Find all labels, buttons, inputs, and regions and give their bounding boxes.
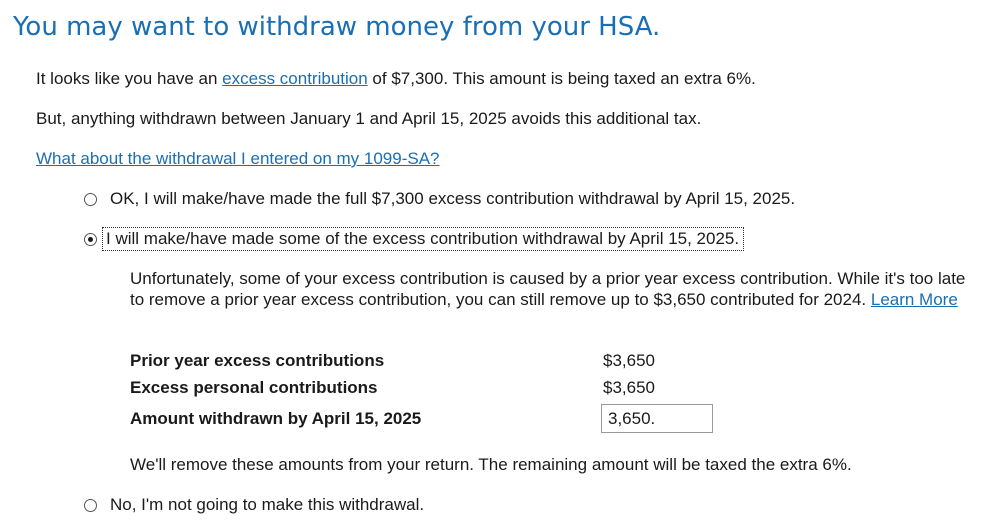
intro-prefix: It looks like you have an: [36, 69, 223, 88]
intro-text: [36, 69, 756, 89]
option-partial-withdrawal-label[interactable]: I will make/have made some of the excess contribution withdrawal by April 15, 2025.: [104, 229, 742, 249]
prior-year-excess-value: $3,650: [603, 351, 655, 370]
detail-text: Unfortunately, some of your excess contribution is caused by a prior year excess contribution. While it's too late to remove a prior year excess contribution, you can still remove up to $3,650 contributed for 2024.: [130, 269, 966, 309]
learn-more-link[interactable]: Learn More: [870, 290, 958, 309]
tax-notice: But, anything withdrawn between January 1 and April 15, 2025 avoids this additional tax.: [36, 109, 702, 128]
withdrawal-1099sa-link[interactable]: What about the withdrawal I entered on my 1099-SA?: [36, 149, 440, 168]
intro-suffix: of $7,300. This amount is being taxed an extra 6%.: [367, 69, 756, 88]
amount-withdrawn-label: Amount withdrawn by April 15, 2025: [130, 409, 422, 428]
option-full-withdrawal[interactable]: [84, 189, 795, 209]
partial-withdrawal-detail: [130, 268, 975, 310]
option-no-withdrawal-label[interactable]: No, I'm not going to make this withdrawal.: [110, 495, 425, 514]
question-link-wrap: [36, 149, 440, 169]
option-no-withdrawal[interactable]: [84, 495, 424, 515]
option-partial-withdrawal[interactable]: [84, 229, 742, 249]
excess-personal-value: $3,650: [603, 378, 655, 397]
excess-personal-label: Excess personal contributions: [130, 378, 378, 397]
page-title: You may want to withdraw money from your HSA.: [13, 12, 661, 42]
radio-partial-withdrawal[interactable]: [84, 233, 97, 246]
removal-note: We'll remove these amounts from your return. The remaining amount will be taxed the extra 6%.: [130, 455, 852, 474]
option-full-withdrawal-label[interactable]: OK, I will make/have made the full $7,300 excess contribution withdrawal by April 15, 2025.: [110, 189, 796, 208]
excess-contribution-link[interactable]: excess contribution: [222, 69, 368, 88]
radio-full-withdrawal[interactable]: [84, 193, 97, 206]
radio-no-withdrawal[interactable]: [84, 499, 97, 512]
amount-withdrawn-input[interactable]: [601, 404, 713, 433]
prior-year-excess-label: Prior year excess contributions: [130, 351, 385, 370]
